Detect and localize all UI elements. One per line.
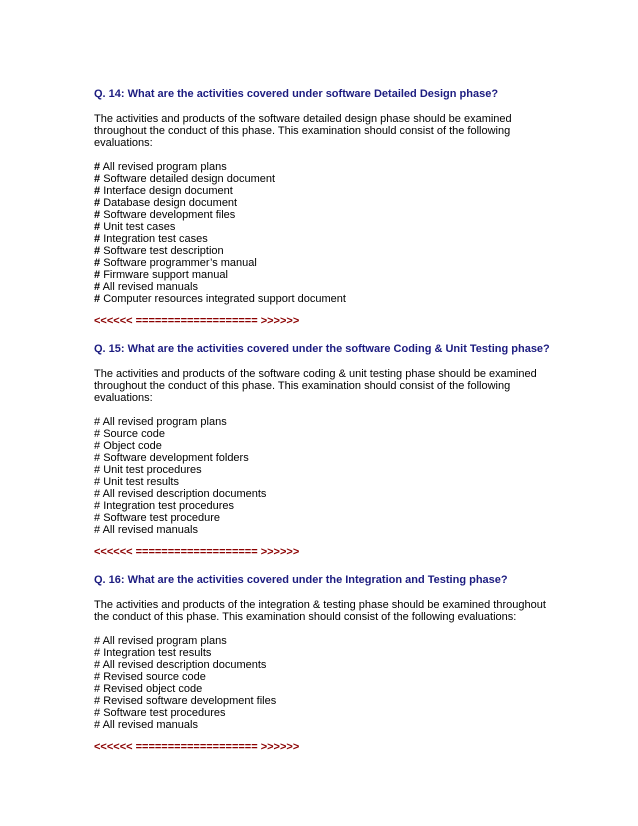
answer-intro: The activities and products of the integration & testing phase should be examined throughout the conduct of this phase. This examination should consist of the following evaluations: <box>94 599 546 623</box>
list-item <box>94 440 554 452</box>
list-item-text: All revised program plans <box>102 161 227 173</box>
list-item <box>94 512 554 524</box>
qa-section-16 <box>94 574 554 753</box>
bullet-hash: # <box>94 233 101 245</box>
section-separator: <<<<<< =================== >>>>>> <box>94 315 300 327</box>
bullet-hash: # <box>94 488 101 500</box>
bullet-hash: # <box>94 269 101 281</box>
bullet-hash: # <box>94 695 101 707</box>
bullet-hash: # <box>94 719 101 731</box>
list-item-text: Revised software development files <box>103 695 277 707</box>
list-item-text: Database design document <box>103 197 238 209</box>
bullet-hash: # <box>94 185 101 197</box>
bullet-hash: # <box>94 173 101 185</box>
list-item <box>94 635 554 647</box>
answer-intro: The activities and products of the software detailed design phase should be examined throughout the conduct of this phase. This examination should consist of the following evaluations: <box>94 113 512 149</box>
list-item-text: Unit test results <box>103 476 179 488</box>
list-item <box>94 173 554 185</box>
list-item <box>94 707 554 719</box>
list-item <box>94 524 554 536</box>
bullet-hash: # <box>94 464 101 476</box>
list-item-text: All revised description documents <box>102 488 267 500</box>
bullet-hash: # <box>94 293 101 305</box>
bullet-hash: # <box>94 257 101 269</box>
list-item <box>94 281 554 293</box>
list-item <box>94 416 554 428</box>
question-heading: Q. 14: What are the activities covered under software Detailed Design phase? <box>94 88 499 100</box>
list-item-text: Software test procedures <box>103 707 226 719</box>
list-item <box>94 269 554 281</box>
list-item <box>94 647 554 659</box>
list-item-text: All revised manuals <box>102 719 198 731</box>
list-item <box>94 659 554 671</box>
list-item <box>94 476 554 488</box>
bullet-hash: # <box>94 500 101 512</box>
qa-section-15 <box>94 343 554 558</box>
list-item-text: All revised manuals <box>102 281 198 293</box>
list-item-text: Software detailed design document <box>103 173 276 185</box>
section-separator: <<<<<< =================== >>>>>> <box>94 546 300 558</box>
list-item <box>94 671 554 683</box>
list-item <box>94 197 554 209</box>
answer-intro: The activities and products of the software coding & unit testing phase should be examined throughout the conduct of this phase. This examination should consist of the following evaluations: <box>94 368 537 404</box>
list-item-text: Software test procedure <box>103 512 220 524</box>
bullet-hash: # <box>94 416 101 428</box>
bullet-hash: # <box>94 659 101 671</box>
list-item-text: All revised program plans <box>102 635 227 647</box>
bullet-hash: # <box>94 440 101 452</box>
list-item-text: Software test description <box>103 245 224 257</box>
bullet-hash: # <box>94 512 101 524</box>
list-item <box>94 245 554 257</box>
list-item-text: All revised program plans <box>102 416 227 428</box>
list-item-text: Revised object code <box>103 683 203 695</box>
list-item-text: Source code <box>103 428 165 440</box>
question-heading: Q. 15: What are the activities covered under the software Coding & Unit Testing phase? <box>94 343 550 355</box>
list-item-text: All revised manuals <box>102 524 198 536</box>
list-item <box>94 695 554 707</box>
list-item-text: Revised source code <box>103 671 206 683</box>
bullet-hash: # <box>94 209 101 221</box>
list-item <box>94 209 554 221</box>
bullet-hash: # <box>94 476 101 488</box>
bullet-hash: # <box>94 524 101 536</box>
list-item-text: Object code <box>103 440 162 452</box>
list-item <box>94 293 554 305</box>
bullet-hash: # <box>94 707 101 719</box>
list-item-text: Integration test results <box>103 647 212 659</box>
list-item <box>94 452 554 464</box>
list-item-text: Software development files <box>103 209 236 221</box>
bullet-hash: # <box>94 647 101 659</box>
list-item-text: Unit test cases <box>103 221 176 233</box>
list-item-text: Computer resources integrated support document <box>103 293 346 305</box>
evaluation-list <box>94 416 554 536</box>
bullet-hash: # <box>94 281 101 293</box>
bullet-hash: # <box>94 452 101 464</box>
section-separator: <<<<<< =================== >>>>>> <box>94 741 300 753</box>
list-item-text: All revised description documents <box>102 659 267 671</box>
evaluation-list <box>94 635 554 731</box>
list-item <box>94 185 554 197</box>
list-item <box>94 257 554 269</box>
bullet-hash: # <box>94 161 101 173</box>
list-item <box>94 428 554 440</box>
evaluation-list <box>94 161 554 305</box>
list-item <box>94 233 554 245</box>
list-item <box>94 500 554 512</box>
list-item <box>94 719 554 731</box>
list-item-text: Unit test procedures <box>103 464 202 476</box>
list-item-text: Integration test procedures <box>103 500 235 512</box>
bullet-hash: # <box>94 197 101 209</box>
question-heading: Q. 16: What are the activities covered under the Integration and Testing phase? <box>94 574 508 586</box>
list-item <box>94 161 554 173</box>
list-item <box>94 221 554 233</box>
bullet-hash: # <box>94 683 101 695</box>
bullet-hash: # <box>94 671 101 683</box>
list-item <box>94 488 554 500</box>
list-item-text: Software programmer’s manual <box>103 257 257 269</box>
list-item <box>94 683 554 695</box>
bullet-hash: # <box>94 428 101 440</box>
document-page <box>94 88 554 753</box>
bullet-hash: # <box>94 245 101 257</box>
list-item-text: Interface design document <box>103 185 233 197</box>
qa-section-14 <box>94 88 554 327</box>
list-item-text: Firmware support manual <box>103 269 228 281</box>
list-item-text: Software development folders <box>103 452 249 464</box>
list-item-text: Integration test cases <box>103 233 208 245</box>
bullet-hash: # <box>94 221 101 233</box>
bullet-hash: # <box>94 635 101 647</box>
list-item <box>94 464 554 476</box>
